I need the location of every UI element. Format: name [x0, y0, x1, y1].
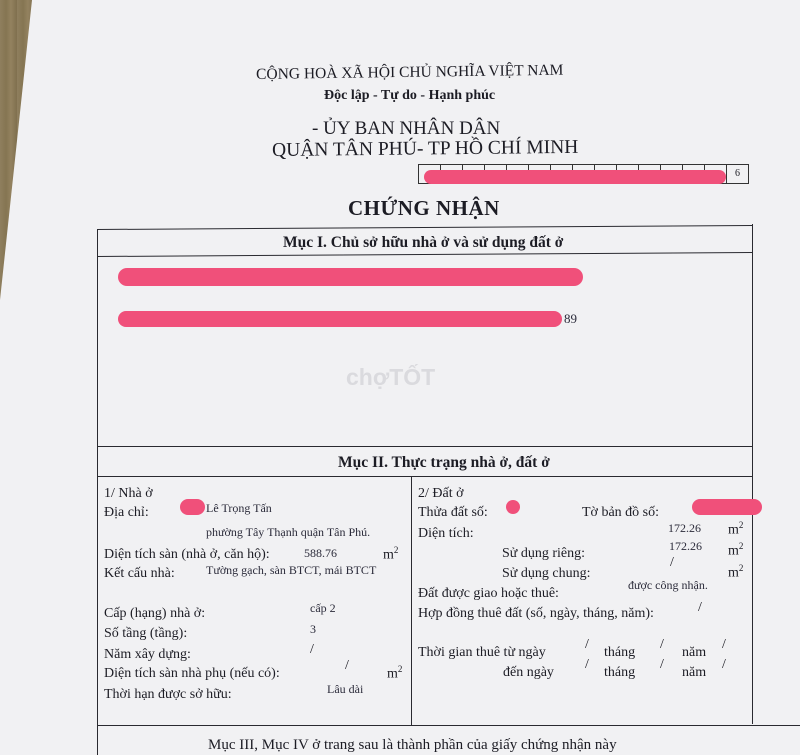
committee-title	[312, 118, 500, 140]
lease-from-month-label: tháng	[604, 645, 636, 660]
motto: Độc lập - Tự do - Hạnh phúc	[324, 88, 496, 103]
structure-value: Tường gạch, sàn BTCT, mái BTCT	[206, 563, 377, 577]
unit-sup: 2	[738, 563, 744, 573]
ownership-term-label: Thời hạn được sở hữu:	[104, 687, 232, 702]
year-built-label: Năm xây dựng:	[104, 647, 191, 662]
land-area-value: 172.26	[668, 521, 701, 535]
watermark-logo: chợTỐT	[346, 364, 436, 390]
unit-m: m	[387, 666, 398, 682]
common-use-label: Sử dụng chung:	[502, 566, 591, 581]
lease-from-year-label: năm	[682, 645, 707, 660]
structure-label: Kết cấu nhà:	[104, 566, 175, 581]
republic-title: CỘNG HOÀ XÃ HỘI CHỦ NGHĨA VIỆT NAM	[256, 61, 564, 83]
address-label: Địa chỉ:	[104, 505, 149, 520]
lease-from-month: /	[660, 637, 664, 652]
serial-cell-last: 6	[726, 164, 749, 184]
private-use-unit	[728, 541, 743, 560]
redaction-house-number	[180, 499, 205, 515]
redaction-parcel-number	[506, 500, 520, 514]
ownership-term-value: Lâu dài	[327, 682, 364, 696]
footer-note: Mục III, Mục IV ở trang sau là thành phần của giấy chứng nhận này	[208, 737, 617, 753]
redaction-owner-line2	[118, 311, 562, 327]
land-area-unit	[728, 520, 743, 539]
grade-value: cấp 2	[310, 601, 336, 615]
section1-heading: Mục I. Chủ sở hữu nhà ở và sử dụng đất ở	[283, 234, 564, 251]
allocated-label: Đất được giao hoặc thuê:	[418, 586, 559, 601]
common-use-value: /	[670, 555, 674, 570]
lease-to-month-label: tháng	[604, 665, 636, 680]
unit-m: m	[728, 565, 739, 581]
floor-area-value: 588.76	[304, 546, 337, 560]
year-built-value: /	[310, 642, 314, 657]
grade-label: Cấp (hạng) nhà ở:	[104, 606, 206, 621]
floor-area-label: Diện tích sàn (nhà ở, căn hộ):	[104, 547, 270, 562]
unit-m: m	[728, 522, 739, 538]
bullet-dash: -	[312, 118, 324, 139]
land-heading: 2/ Đất ở	[418, 486, 464, 501]
common-use-unit	[728, 563, 743, 582]
section2-heading-rule	[97, 476, 752, 477]
section2-divider	[411, 476, 412, 726]
section2-heading: Mục II. Thực trạng nhà ở, đất ở	[338, 454, 550, 471]
parcel-label: Thửa đất số:	[418, 505, 488, 520]
unit-m: m	[383, 547, 394, 563]
lease-to-label: đến ngày	[503, 665, 554, 680]
lease-from-label: Thời gian thuê từ ngày	[418, 645, 546, 660]
lease-from-year: /	[722, 637, 726, 652]
lease-to-year: /	[722, 657, 726, 672]
unit-sup: 2	[397, 664, 403, 674]
owner-line2-suffix: 89	[564, 311, 577, 326]
map-sheet-label: Tờ bản đồ số:	[582, 505, 660, 520]
redaction-serial	[424, 170, 726, 184]
unit-sup: 2	[393, 545, 399, 555]
address-value-ward: phường Tây Thạnh quận Tân Phú.	[206, 525, 371, 539]
floors-label: Số tầng (tầng):	[104, 626, 188, 641]
committee-label: ỦY BAN NHÂN DÂN	[323, 118, 501, 139]
land-area-label: Diện tích:	[418, 526, 474, 541]
frame-right	[752, 224, 753, 724]
lease-to-day: /	[585, 657, 589, 672]
floors-value: 3	[310, 622, 316, 636]
document-title: CHỨNG NHẬN	[348, 196, 500, 220]
lease-from-day: /	[585, 637, 589, 652]
lease-contract-label: Hợp đồng thuê đất (số, ngày, tháng, năm):	[418, 606, 654, 621]
aux-area-label: Diện tích sàn nhà phụ (nếu có):	[104, 666, 280, 681]
section2-top-rule	[97, 446, 752, 447]
house-heading: 1/ Nhà ở	[104, 486, 153, 501]
aux-area-unit	[387, 664, 402, 683]
redaction-map-sheet	[692, 499, 762, 515]
address-value-street: Lê Trọng Tấn	[206, 501, 272, 515]
district-title: QUẬN TÂN PHÚ- TP HỒ CHÍ MINH	[272, 136, 579, 161]
allocated-value: được công nhận.	[628, 578, 708, 592]
unit-sup: 2	[738, 541, 744, 551]
lease-contract-value: /	[698, 600, 702, 615]
redaction-owner-line1	[118, 268, 583, 286]
private-use-value: 172.26	[669, 539, 702, 553]
lease-to-month: /	[660, 657, 664, 672]
unit-m: m	[728, 543, 739, 559]
aux-area-value: /	[345, 658, 349, 673]
section2-bottom-rule	[97, 725, 800, 726]
private-use-label: Sử dụng riêng:	[502, 546, 586, 561]
unit-sup: 2	[738, 520, 744, 530]
frame-left	[97, 229, 98, 755]
floor-area-unit	[383, 545, 398, 564]
lease-to-year-label: năm	[682, 665, 707, 680]
